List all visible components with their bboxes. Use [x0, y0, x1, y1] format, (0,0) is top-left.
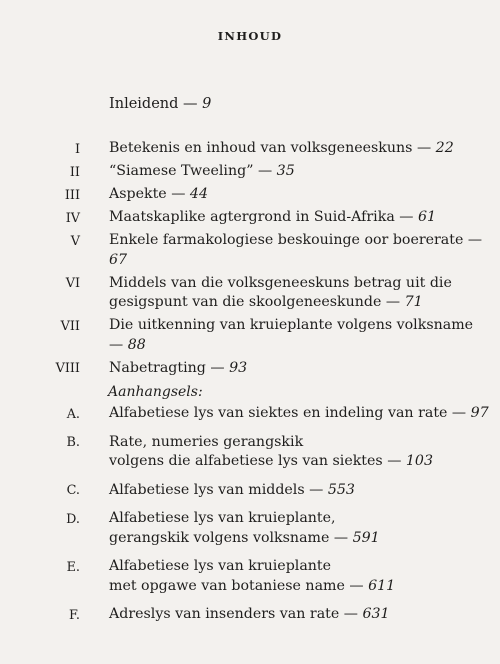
appendix-page-number: 631 [362, 606, 390, 622]
chapter-number: II [69, 164, 80, 180]
separator: — [339, 606, 363, 622]
chapter-entry [0, 139, 500, 159]
appendix-entry [0, 557, 500, 596]
separator: — [178, 96, 203, 112]
chapter-title: Maatskaplike agtergrond in Suid-Afrika [109, 209, 395, 225]
separator: — [329, 529, 353, 546]
intro-page-number: 9 [202, 96, 212, 112]
intro-label: Inleidend [109, 96, 179, 112]
chapter-list [0, 139, 500, 382]
appendix-title-line: gerangskik volgens volksname [109, 529, 330, 546]
appendix-list [0, 404, 500, 634]
separator: — [382, 453, 406, 469]
chapter-entry [0, 274, 500, 313]
chapter-number: VIII [55, 361, 80, 376]
appendix-title-line: Alfabetiese lys van kruieplante, [109, 510, 336, 526]
separator: — [381, 294, 405, 310]
chapter-number: III [64, 187, 80, 203]
appendix-letter: C. [66, 483, 80, 498]
appendix-title-line: Alfabetiese lys van siektes en indeling van rate [109, 405, 448, 421]
chapter-entry [0, 316, 500, 355]
appendix-title-line: Alfabetiese lys van kruieplante [109, 558, 332, 574]
chapter-title-line: gesigspunt van die skoolgeneeskunde [109, 294, 382, 310]
chapter-title: Aspekte [109, 186, 167, 202]
separator: — [166, 186, 190, 202]
chapter-entry [0, 359, 500, 379]
chapter-number: V [70, 233, 80, 249]
chapter-page-number: 93 [229, 359, 248, 376]
chapter-page-number: 44 [189, 186, 208, 202]
chapter-page-number: 35 [276, 163, 295, 179]
chapter-title: Nabetragting [109, 359, 206, 376]
chapter-title: “Siamese Tweeling” [109, 163, 254, 179]
appendix-entry [0, 509, 500, 548]
separator: — [412, 140, 436, 156]
appendix-entry [0, 404, 500, 424]
chapter-number: VII [60, 318, 80, 334]
appendix-letter: A. [66, 406, 80, 422]
appendix-page-number: 553 [327, 481, 355, 498]
chapter-title: Die uitkenning van kruieplante volgens volksname [109, 317, 474, 333]
chapter-number: I [74, 141, 80, 157]
chapter-title: Enkele farmakologiese beskouinge oor boererate [109, 232, 464, 248]
appendix-page-number: 97 [470, 405, 489, 421]
appendix-entry [0, 605, 500, 625]
chapter-entry [0, 185, 500, 205]
appendix-page-number: 611 [368, 577, 396, 594]
appendix-letter: B. [66, 435, 80, 450]
appendix-entry [0, 433, 500, 472]
appendix-title-line: Alfabetiese lys van middels [109, 481, 305, 498]
chapter-page-number: 22 [435, 140, 454, 156]
chapter-title-line: Middels van die volksgeneeskuns betrag uit die [109, 274, 452, 291]
chapter-page-number: 61 [418, 209, 437, 225]
separator: — [304, 481, 328, 498]
appendix-letter: E. [66, 559, 80, 575]
separator: — [447, 405, 471, 421]
appendix-title-line: Rate, numeries gerangskik [109, 433, 304, 450]
appendix-entry [0, 481, 500, 501]
chapter-page-number: 88 [127, 336, 146, 353]
chapter-title: Betekenis en inhoud van volksgeneeskuns [109, 140, 413, 156]
chapter-entry [0, 162, 500, 182]
chapter-number: IV [65, 210, 80, 226]
separator: — [344, 577, 369, 594]
appendix-page-number: 103 [405, 453, 433, 469]
appendix-title-line: Adreslys van insenders van rate [109, 606, 340, 622]
intro-entry [109, 96, 211, 112]
appendix-letter: F. [69, 607, 80, 623]
chapter-page-number: 71 [404, 294, 423, 310]
separator: — [394, 209, 418, 225]
appendix-letter: D. [66, 511, 80, 527]
chapter-page-number: 67 [109, 251, 128, 268]
appendix-title-line: met opgawe van botaniese name [109, 577, 345, 594]
appendix-heading: Aanhangsels: [108, 384, 203, 400]
chapter-entry [0, 208, 500, 228]
separator: — [253, 163, 277, 179]
separator: — [205, 359, 230, 376]
separator: — [463, 232, 483, 248]
page-title: INHOUD [217, 29, 283, 43]
separator: — [109, 336, 128, 353]
appendix-title-line: volgens die alfabetiese lys van siektes [109, 453, 383, 469]
appendix-page-number: 591 [352, 529, 380, 546]
chapter-entry [0, 231, 500, 270]
chapter-number: VI [65, 276, 80, 291]
